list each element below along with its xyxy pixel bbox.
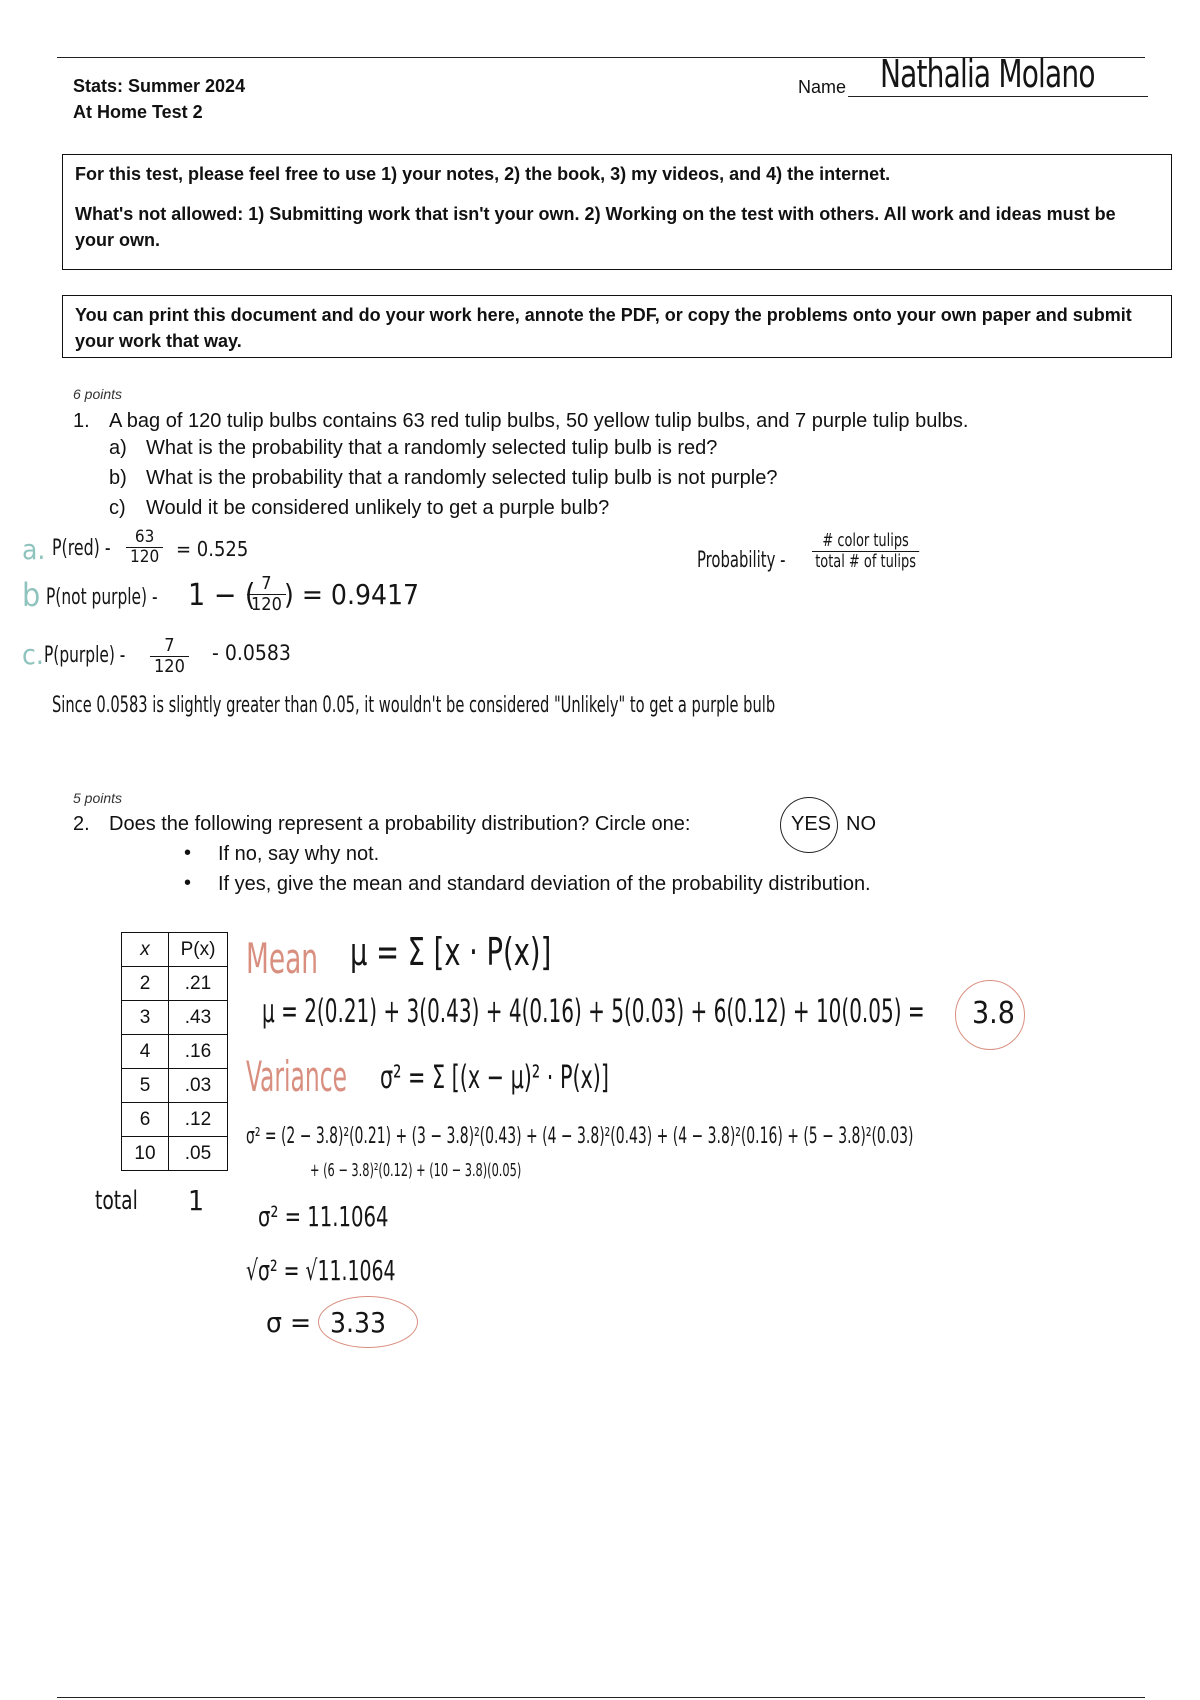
table-header-row xyxy=(122,933,228,967)
mean-result: 3.8 xyxy=(972,996,1015,1031)
table-cell-x: 5 xyxy=(122,1069,169,1103)
sqrt-line: √σ² = √11.1064 xyxy=(246,1254,396,1287)
sd-lhs: σ = xyxy=(266,1306,312,1339)
name-label: Name xyxy=(798,77,847,97)
bullet-icon: • xyxy=(184,872,192,894)
name-line xyxy=(848,96,1148,97)
q2-bullet-1: If no, say why not. xyxy=(218,843,380,865)
variance-label: Variance xyxy=(246,1052,348,1101)
choice-no: NO xyxy=(846,813,876,835)
sd-result: 3.33 xyxy=(330,1306,387,1339)
probability-formula-fraction xyxy=(812,531,919,572)
table-cell-px: .21 xyxy=(169,967,228,1001)
q1-part-b-letter: b) xyxy=(109,467,127,489)
probability-formula-den: total # of tulips xyxy=(815,550,916,572)
table-cell-x: 6 xyxy=(122,1103,169,1137)
answer-b-letter: b xyxy=(22,576,41,614)
table-row xyxy=(122,1103,228,1137)
q1-points: 6 points xyxy=(73,386,123,402)
not-allowed-text: What's not allowed: 1) Submitting work that isn't your own. 2) Working on the test with others. All work and ideas must be your own. xyxy=(75,204,1116,250)
answer-c-num: 7 xyxy=(150,636,189,657)
answer-a-num: 63 xyxy=(126,528,163,548)
table-row xyxy=(122,1001,228,1035)
mean-formula: μ = Σ [x · P(x)] xyxy=(350,930,552,974)
q1-part-a-letter: a) xyxy=(109,437,127,459)
table-cell-x: 2 xyxy=(122,967,169,1001)
variance-calc-line-1: σ² = (2 − 3.8)²(0.21) + (3 − 3.8)²(0.43) + (4 − 3.8)²(0.43) + (4 − 3.8)²(0.16) + (5 − 3.8)²(0.03) xyxy=(246,1124,914,1149)
table-cell-x: 4 xyxy=(122,1035,169,1069)
answer-b-expr: 1 − ( xyxy=(188,578,256,613)
q1-text: A bag of 120 tulip bulbs contains 63 red tulip bulbs, 50 yellow tulip bulbs, and 7 purple tulip bulbs. xyxy=(109,410,969,432)
q1-part-b-text: What is the probability that a randomly selected tulip bulb is not purple? xyxy=(146,467,778,489)
table-cell-x: 3 xyxy=(122,1001,169,1035)
answer-b-result: ) = 0.9417 xyxy=(284,578,420,611)
q2-text: Does the following represent a probability distribution? Circle one: xyxy=(109,813,691,835)
answer-c-letter: c. xyxy=(22,638,44,671)
table-cell-px: .16 xyxy=(169,1035,228,1069)
probability-formula-num: # color tulips xyxy=(812,531,919,552)
variance-calc-line-2: + (6 − 3.8)²(0.12) + (10 − 3.8)(0.05) xyxy=(310,1160,522,1181)
probability-formula-lhs: Probability - xyxy=(697,548,786,573)
table-row xyxy=(122,1137,228,1171)
rules-box xyxy=(62,154,1172,270)
answer-b-den: 120 xyxy=(251,593,282,615)
mean-calculation: μ = 2(0.21) + 3(0.43) + 4(0.16) + 5(0.03) + 6(0.12) + 10(0.05) = xyxy=(262,992,925,1030)
course-title: Stats: Summer 2024 xyxy=(73,76,246,96)
table-cell-px: .05 xyxy=(169,1137,228,1171)
answer-b-fraction xyxy=(247,574,286,615)
table-row xyxy=(122,1069,228,1103)
table-row xyxy=(122,967,228,1001)
answer-c-lhs: P(purple) - xyxy=(44,643,126,668)
q2-bullet-2: If yes, give the mean and standard deviation of the probability distribution. xyxy=(218,873,871,895)
choice-yes: YES xyxy=(791,813,832,835)
table-cell-px: .43 xyxy=(169,1001,228,1035)
print-box xyxy=(62,295,1172,358)
answer-a-fraction xyxy=(126,528,163,566)
variance-formula: σ² = Σ [(x − μ)² · P(x)] xyxy=(380,1058,609,1096)
table-cell-px: .12 xyxy=(169,1103,228,1137)
table-header-x: x xyxy=(122,933,169,967)
table-row xyxy=(122,1035,228,1069)
q1-part-a-text: What is the probability that a randomly selected tulip bulb is red? xyxy=(146,437,718,459)
answer-a-letter: a. xyxy=(22,533,46,566)
q2-number: 2. xyxy=(73,813,90,835)
mean-label: Mean xyxy=(246,934,319,983)
table-header-px: P(x) xyxy=(169,933,228,967)
bullet-icon: • xyxy=(184,842,192,864)
test-title: At Home Test 2 xyxy=(73,102,203,122)
distribution-table xyxy=(121,932,228,1171)
answer-c-result: - 0.0583 xyxy=(212,641,291,665)
q2-points: 5 points xyxy=(73,790,123,806)
table-cell-px: .03 xyxy=(169,1069,228,1103)
answer-a-den: 120 xyxy=(130,546,160,567)
answer-b-num: 7 xyxy=(247,574,286,595)
answer-c-den: 120 xyxy=(154,655,185,677)
table-total-label: total xyxy=(95,1186,138,1216)
answer-a-result: = 0.525 xyxy=(176,537,249,561)
student-name-signature: Nathalia Molano xyxy=(880,52,1095,96)
variance-value: σ² = 11.1064 xyxy=(258,1200,389,1233)
q1-number: 1. xyxy=(73,410,90,432)
table-total-value: 1 xyxy=(188,1184,205,1217)
answer-a-lhs: P(red) - xyxy=(52,536,111,561)
answer-b-lhs: P(not purple) - xyxy=(46,585,158,610)
q1-part-c-text: Would it be considered unlikely to get a purple bulb? xyxy=(146,497,610,519)
answer-c-fraction xyxy=(150,636,189,677)
answer-c-conclusion: Since 0.0583 is slightly greater than 0.05, it wouldn't be considered "Unlikely" to get a purple bulb xyxy=(52,693,776,718)
table-cell-x: 10 xyxy=(122,1137,169,1171)
allowed-text: For this test, please feel free to use 1) your notes, 2) the book, 3) my videos, and 4) the internet. xyxy=(75,164,891,184)
q1-part-c-letter: c) xyxy=(109,497,126,519)
print-text: You can print this document and do your work here, annote the PDF, or copy the problems onto your own paper and submit your work that way. xyxy=(75,305,1132,351)
bottom-rule xyxy=(57,1697,1145,1698)
